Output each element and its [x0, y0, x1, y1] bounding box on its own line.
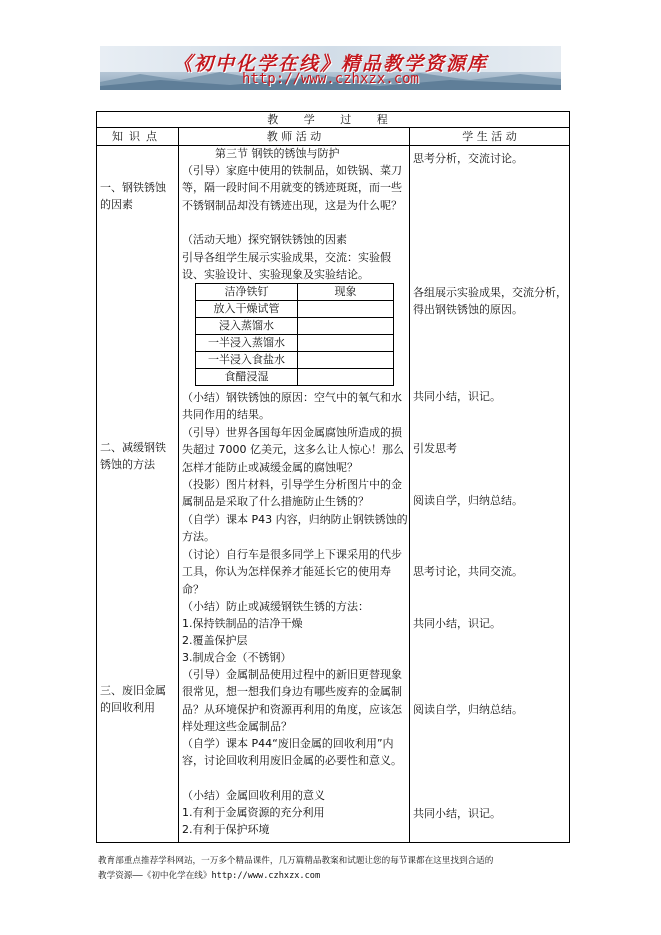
student-activity-5: 阅读自学，归纳总结。 [413, 494, 523, 507]
experiment-condition: 放入干燥试管 [196, 301, 298, 318]
student-activity-4: 引发思考 [413, 442, 457, 455]
teacher-intro-guide: （引导）家庭中使用的铁制品，如铁锅、菜刀等，隔一段时间不用就变的锈迹斑斑，而一些不锈钢制品却没有锈迹出现，这是为什么呢？ [182, 164, 402, 212]
teacher-projection: （投影）图片材料，引导学生分析图片中的金属制品是采取了什么措施防止生锈的？ [182, 478, 402, 509]
site-banner [100, 46, 561, 90]
teacher-summary-methods: （小结）防止或减缓钢铁生锈的方法： [182, 600, 369, 613]
section-title: 第三节 钢铁的锈蚀与防护 [215, 147, 340, 160]
table-title: 教 学 过 程 [97, 112, 570, 128]
student-activity-6: 思考讨论，共同交流。 [413, 565, 523, 578]
student-activity-1: 思考分析，交流讨论。 [413, 152, 523, 165]
experiment-header-nail: 洁净铁钉 [196, 284, 298, 301]
student-activity-7: 共同小结，识记。 [413, 617, 501, 630]
knowledge-point-3: 三、废旧金属的回收利用 [100, 684, 166, 715]
knowledge-point-2: 二、减缓钢铁锈蚀的方法 [100, 441, 166, 472]
recycling-item-2: 2.有利于保护环境 [182, 823, 270, 836]
knowledge-point-column [97, 146, 179, 843]
student-activity-2: 各组展示实验成果，交流分析，得出钢铁锈蚀的原因。 [413, 286, 567, 317]
experiment-header-phenomenon: 现象 [298, 284, 394, 301]
recycling-item-1: 1.有利于金属资源的充分利用 [182, 806, 325, 819]
teacher-self-study-p43: （自学）课本 P43 内容，归纳防止钢铁锈蚀的方法。 [182, 513, 408, 544]
banner-url[interactable]: http://www.czhxzx.com [241, 71, 419, 87]
page-footer [98, 854, 568, 884]
teacher-guide-loss: （引导）世界各国每年因金属腐蚀所造成的损失超过 7000 亿美元，这多么让人惊心！那么怎样才能防止或减缓金属的腐蚀呢？ [182, 426, 404, 474]
experiment-condition: 浸入蒸馏水 [196, 318, 298, 335]
experiment-table [195, 283, 394, 386]
header-student-activity: 学 生 活 动 [410, 128, 570, 146]
teacher-discussion-bicycle: （讨论）自行车是很多同学上下课采用的代步工具，你认为怎样保养才能延长它的使用寿命？ [182, 548, 402, 596]
footer-line-2[interactable]: 教学资源——《初中化学在线》http://www.czhxzx.com [98, 871, 321, 881]
experiment-phenomenon-cell[interactable] [298, 301, 394, 318]
experiment-condition: 一半浸入蒸馏水 [196, 335, 298, 352]
experiment-phenomenon-cell[interactable] [298, 352, 394, 369]
student-activity-3: 共同小结，识记。 [413, 390, 501, 403]
experiment-condition: 一半浸入食盐水 [196, 352, 298, 369]
teacher-activity-heading: （活动天地）探究钢铁锈蚀的因素 [182, 233, 347, 246]
teacher-summary-recycling: （小结）金属回收利用的意义 [182, 789, 325, 802]
experiment-phenomenon-cell[interactable] [298, 318, 394, 335]
student-activity-8: 阅读自学，归纳总结。 [413, 703, 523, 716]
header-knowledge-point: 知识点 [97, 128, 179, 146]
teacher-guide-experiment: 引导各组学生展示实验成果，交流：实验假设、实验设计、实验现象及实验结论。 [182, 251, 391, 282]
experiment-condition: 食醋浸湿 [196, 369, 298, 386]
footer-line-1: 教育部重点推荐学科网站，一万多个精品课件，几万篇精品教案和试题让您的每节课都在这里找到合适的 [98, 856, 494, 866]
header-teacher-activity: 教 师 活 动 [179, 128, 410, 146]
teaching-process-table [96, 111, 570, 843]
teacher-activity-column [179, 146, 410, 843]
teacher-guide-recycling: （引导）金属制品使用过程中的新旧更替现象很常见，想一想我们身边有哪些废弃的金属制品？从环境保护和资源再利用的角度，应该怎样处理这些金属制品？ [182, 668, 402, 733]
teacher-summary-rust-cause: （小结）钢铁锈蚀的原因：空气中的氧气和水共同作用的结果。 [182, 391, 402, 422]
banner-title: 《初中化学在线》精品教学资源库 [172, 53, 488, 75]
method-item-1: 1.保持铁制品的洁净干燥 [182, 617, 303, 630]
knowledge-point-1: 一、钢铁锈蚀的因素 [100, 181, 166, 212]
method-item-2: 2.覆盖保护层 [182, 634, 248, 647]
teacher-self-study-p44: （自学）课本 P44“废旧金属的回收利用”内容，讨论回收利用废旧金属的必要性和意义。 [182, 737, 402, 768]
experiment-phenomenon-cell[interactable] [298, 335, 394, 352]
method-item-3: 3.制成合金（不锈钢） [182, 651, 292, 664]
experiment-phenomenon-cell[interactable] [298, 369, 394, 386]
student-activity-column [410, 146, 570, 843]
student-activity-9: 共同小结，识记。 [413, 807, 501, 820]
